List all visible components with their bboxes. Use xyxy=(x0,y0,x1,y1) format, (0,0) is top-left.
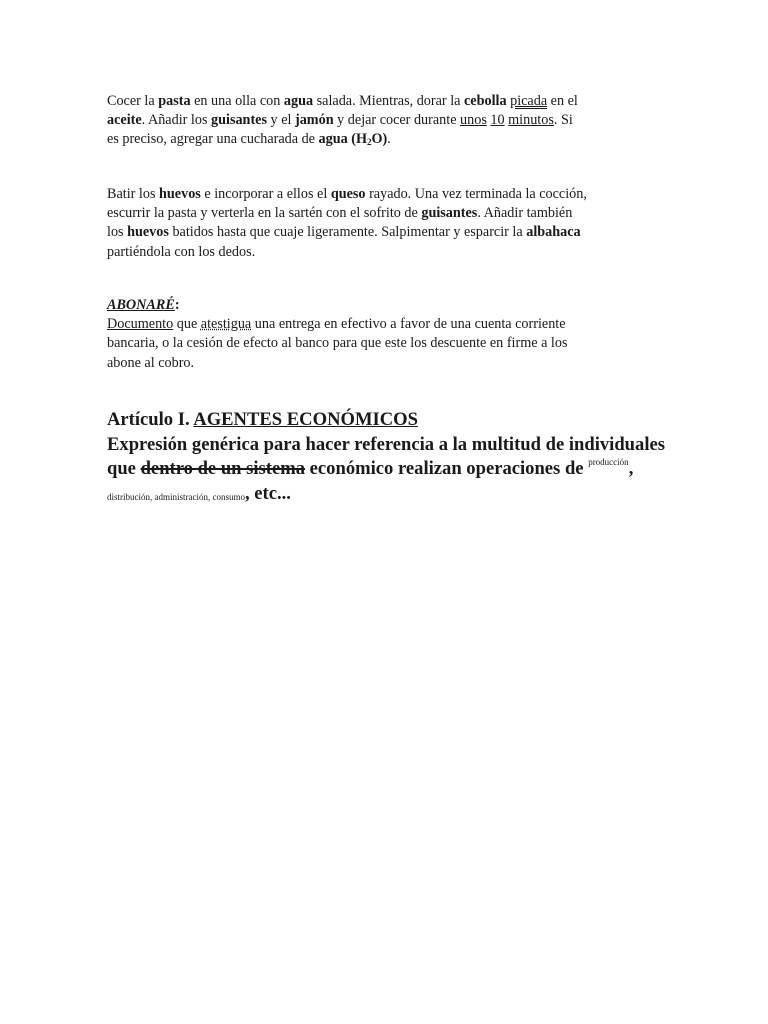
bold-cebolla: cebolla xyxy=(463,93,507,109)
bold-huevos: huevos xyxy=(127,224,169,241)
text: agua (H xyxy=(318,131,367,148)
text: bancaria, o la cesión de efecto al banco para que este los descuente en firme a los xyxy=(107,335,568,352)
text: escurrir la pasta y verterla en la sartén con el sofrito de xyxy=(107,205,422,222)
article-label: Artículo I xyxy=(107,409,185,430)
text: . xyxy=(184,409,194,430)
text: batidos hasta que cuaje ligeramente. Salpimentar y esparcir la xyxy=(168,224,527,241)
text: en una olla con xyxy=(190,93,284,109)
text: es preciso, agregar una cucharada de xyxy=(107,131,319,148)
text: . Si xyxy=(553,112,573,129)
bold-jamon: jamón xyxy=(294,112,334,129)
article-title: AGENTES ECONÓMICOS xyxy=(193,409,418,430)
text: . Añadir los xyxy=(141,112,212,129)
text: y el xyxy=(267,112,295,129)
text: económico realizan operaciones de xyxy=(305,458,589,479)
superscript-produccion: producción xyxy=(588,457,629,467)
article-section xyxy=(107,408,667,506)
text: abone al cobro. xyxy=(107,354,195,371)
struck-text: dentro de un sistema xyxy=(140,458,306,479)
text: rayado. Una vez terminada la cocción, xyxy=(365,186,587,202)
bold-agua-formula xyxy=(319,131,388,147)
recipe-paragraph-2 xyxy=(107,185,647,262)
recipe-paragraph-1 xyxy=(107,92,647,150)
underlined-picada: picada xyxy=(510,93,548,109)
text: los xyxy=(107,224,128,241)
text: una entrega en efectivo a favor de una cuenta corriente xyxy=(251,316,566,333)
text: . xyxy=(387,131,391,148)
bold-guisantes: guisantes xyxy=(421,205,478,222)
subscript-list: distribución, administración, consumo xyxy=(107,491,245,502)
text: Cocer la xyxy=(107,93,159,109)
subscript-2: 2 xyxy=(367,137,372,148)
text: Expresión genérica para hacer referencia a la multitud de individuales xyxy=(107,433,665,455)
dotted-atestigua: atestigua xyxy=(200,316,252,333)
underlined-10: 10 xyxy=(490,112,505,129)
underlined-documento: Documento xyxy=(107,316,174,333)
text: e incorporar a ellos el xyxy=(200,186,331,202)
text: partiéndola con los dedos. xyxy=(107,243,256,260)
definition-title: ABONARÉ xyxy=(107,297,175,313)
text: en el xyxy=(547,93,578,109)
bold-queso: queso xyxy=(330,186,366,202)
text: que xyxy=(173,316,201,333)
article-body xyxy=(107,433,667,507)
article-heading xyxy=(107,408,667,433)
bold-agua: agua xyxy=(283,93,314,109)
text: Batir los xyxy=(107,186,160,202)
text: O) xyxy=(371,131,388,148)
bold-aceite: aceite xyxy=(107,112,142,129)
text: : xyxy=(174,297,180,313)
text: salada. Mientras, dorar la xyxy=(313,93,464,109)
underlined-minutos: minutos xyxy=(508,112,554,129)
text: , xyxy=(628,458,634,479)
bold-albahaca: albahaca xyxy=(526,224,581,241)
text: . Añadir también xyxy=(477,205,573,222)
bold-huevos: huevos xyxy=(159,186,201,202)
bold-guisantes: guisantes xyxy=(211,112,267,129)
text: y dejar cocer durante xyxy=(333,112,461,129)
definition-paragraph xyxy=(107,296,647,373)
underlined-unos: unos xyxy=(460,112,487,129)
text: , etc... xyxy=(244,482,291,504)
bold-pasta: pasta xyxy=(158,93,191,109)
text: que xyxy=(107,458,141,479)
